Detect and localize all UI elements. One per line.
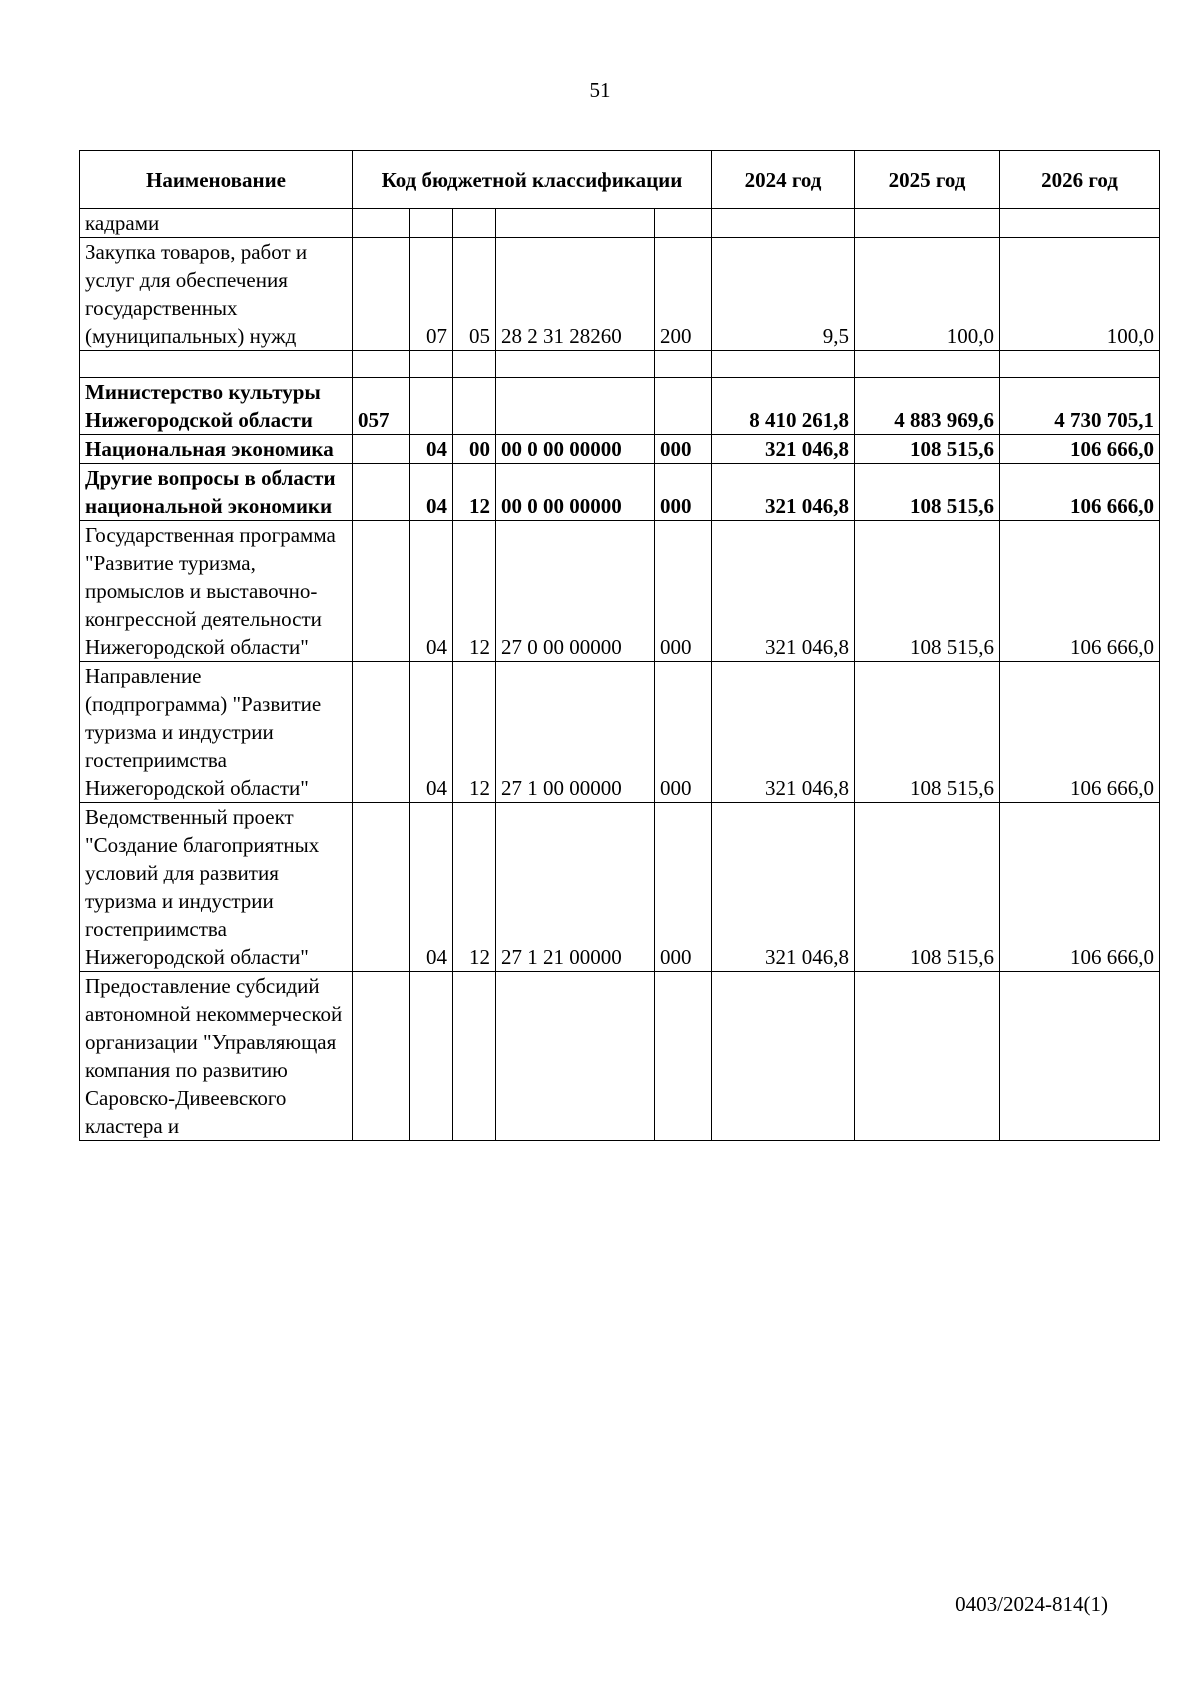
row-vr: 000	[655, 435, 712, 464]
page-number: 51	[589, 78, 611, 102]
row-gr	[353, 972, 410, 1141]
row-csr: 27 1 00 00000	[496, 662, 655, 803]
row-2026: 106 666,0	[1000, 803, 1160, 972]
header-code: Код бюджетной классификации	[353, 151, 712, 209]
row-vr	[655, 378, 712, 435]
row-name: Направление (подпрограмма) "Развитие туризма и индустрии гостеприимства Нижегородской области"	[80, 662, 353, 803]
table-row	[80, 209, 1160, 238]
row-rz	[410, 378, 453, 435]
header-name: Наименование	[80, 151, 353, 209]
row-rz: 04	[410, 662, 453, 803]
row-vr	[655, 351, 712, 378]
row-pr	[453, 972, 496, 1141]
row-2025	[855, 209, 1000, 238]
row-rz	[410, 972, 453, 1141]
row-2024	[712, 972, 855, 1141]
row-2025: 4 883 969,6	[855, 378, 1000, 435]
table-row	[80, 521, 1160, 662]
row-gr	[353, 238, 410, 351]
row-name: Предоставление субсидий автономной некоммерческой организации "Управляющая компания по развитию Саровско-Дивеевского кластера и	[80, 972, 353, 1141]
row-2025: 108 515,6	[855, 521, 1000, 662]
table-row	[80, 378, 1160, 435]
table-row	[80, 238, 1160, 351]
row-2025: 108 515,6	[855, 435, 1000, 464]
row-csr	[496, 378, 655, 435]
row-csr: 00 0 00 00000	[496, 464, 655, 521]
row-csr: 27 0 00 00000	[496, 521, 655, 662]
row-2026	[1000, 209, 1160, 238]
row-pr: 05	[453, 238, 496, 351]
row-2024	[712, 209, 855, 238]
table-row	[80, 972, 1160, 1141]
row-rz: 04	[410, 464, 453, 521]
row-gr	[353, 662, 410, 803]
row-2025	[855, 351, 1000, 378]
table-row	[80, 803, 1160, 972]
row-gr	[353, 351, 410, 378]
row-name: Ведомственный проект "Создание благоприятных условий для развития туризма и индустрии гостеприимства Нижегородской области"	[80, 803, 353, 972]
row-csr	[496, 972, 655, 1141]
row-gr	[353, 435, 410, 464]
row-2024: 321 046,8	[712, 803, 855, 972]
document-id: 0403/2024-814(1)	[955, 1592, 1108, 1616]
row-2026: 106 666,0	[1000, 662, 1160, 803]
row-2025: 108 515,6	[855, 803, 1000, 972]
row-2025: 108 515,6	[855, 464, 1000, 521]
table-row	[80, 351, 1160, 378]
row-gr	[353, 464, 410, 521]
row-2026	[1000, 351, 1160, 378]
row-2024: 321 046,8	[712, 662, 855, 803]
row-2024: 9,5	[712, 238, 855, 351]
row-2026: 106 666,0	[1000, 464, 1160, 521]
row-csr	[496, 209, 655, 238]
row-rz	[410, 351, 453, 378]
row-2025	[855, 972, 1000, 1141]
row-2025: 100,0	[855, 238, 1000, 351]
row-rz: 04	[410, 803, 453, 972]
budget-table	[79, 150, 1160, 1141]
row-vr: 200	[655, 238, 712, 351]
row-csr: 00 0 00 00000	[496, 435, 655, 464]
row-vr: 000	[655, 662, 712, 803]
row-pr: 12	[453, 803, 496, 972]
header-2025: 2025 год	[855, 151, 1000, 209]
row-2024	[712, 351, 855, 378]
row-vr	[655, 972, 712, 1141]
table-row	[80, 464, 1160, 521]
row-2026: 4 730 705,1	[1000, 378, 1160, 435]
row-2026	[1000, 972, 1160, 1141]
row-vr: 000	[655, 521, 712, 662]
row-rz: 04	[410, 435, 453, 464]
row-csr: 28 2 31 28260	[496, 238, 655, 351]
row-rz	[410, 209, 453, 238]
row-rz: 07	[410, 238, 453, 351]
row-rz: 04	[410, 521, 453, 662]
row-csr: 27 1 21 00000	[496, 803, 655, 972]
row-name: Государственная программа "Развитие туризма, промыслов и выставочно-конгрессной деятельности Нижегородской области"	[80, 521, 353, 662]
row-gr	[353, 803, 410, 972]
row-name: кадрами	[80, 209, 353, 238]
row-2026: 106 666,0	[1000, 521, 1160, 662]
row-2025: 108 515,6	[855, 662, 1000, 803]
header-2024: 2024 год	[712, 151, 855, 209]
row-gr: 057	[353, 378, 410, 435]
row-pr: 12	[453, 521, 496, 662]
table-row	[80, 435, 1160, 464]
row-name: Национальная экономика	[80, 435, 353, 464]
row-pr	[453, 209, 496, 238]
row-2024: 321 046,8	[712, 464, 855, 521]
row-name	[80, 351, 353, 378]
row-gr	[353, 521, 410, 662]
row-vr: 000	[655, 464, 712, 521]
row-gr	[353, 209, 410, 238]
row-vr: 000	[655, 803, 712, 972]
row-2024: 8 410 261,8	[712, 378, 855, 435]
row-name: Закупка товаров, работ и услуг для обеспечения государственных (муниципальных) нужд	[80, 238, 353, 351]
row-pr: 12	[453, 464, 496, 521]
table-header-row	[80, 151, 1160, 209]
row-csr	[496, 351, 655, 378]
row-2024: 321 046,8	[712, 521, 855, 662]
row-pr	[453, 351, 496, 378]
row-2024: 321 046,8	[712, 435, 855, 464]
row-2026: 100,0	[1000, 238, 1160, 351]
row-pr: 00	[453, 435, 496, 464]
table-row	[80, 662, 1160, 803]
row-vr	[655, 209, 712, 238]
row-pr: 12	[453, 662, 496, 803]
row-name: Министерство культуры Нижегородской области	[80, 378, 353, 435]
row-2026: 106 666,0	[1000, 435, 1160, 464]
row-name: Другие вопросы в области национальной экономики	[80, 464, 353, 521]
header-2026: 2026 год	[1000, 151, 1160, 209]
row-pr	[453, 378, 496, 435]
